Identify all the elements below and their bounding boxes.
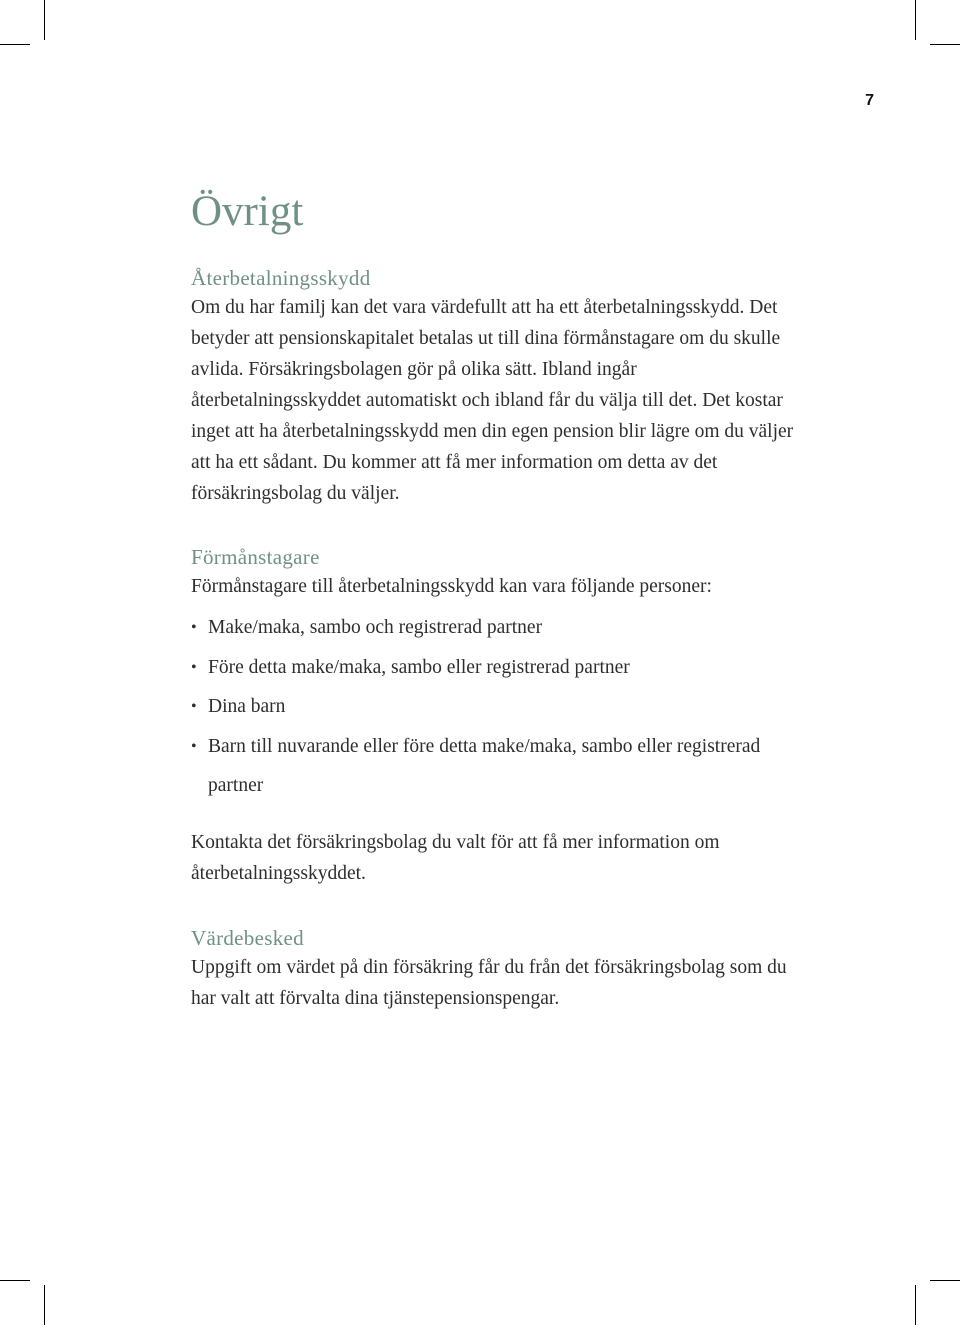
crop-mark-bottom-left	[44, 1285, 45, 1325]
section-heading-vardebesked: Värdebesked	[191, 925, 304, 950]
page-content	[191, 186, 801, 1014]
section-closing-formanstagare: Kontakta det försäkringsbolag du valt för att få mer information om återbetalningsskyddet.	[191, 831, 720, 884]
list-item: • Dina barn	[191, 687, 801, 727]
section-body-aterbetalningsskydd: Om du har familj kan det vara värdefullt att ha ett återbetalningsskydd. Det betyder att pensionskapitalet betalas ut till dina förmånstagare om du skulle avlida. Försäkringsbolagen gör på olika sätt. Ibland ingår återbetalningsskyddet automatiskt och ibland får du välja till det. Det kostar inget att ha återbetalningsskydd men din egen pension blir lägre om du väljer att ha ett sådant. Du kommer att få mer information om detta av det försäkringsbolag du väljer.	[191, 297, 794, 504]
list-item: • Före detta make/maka, sambo eller registrerad partner	[191, 648, 801, 688]
crop-mark-bottom-right-h	[930, 1280, 960, 1281]
page-number: 7	[865, 92, 874, 109]
section-intro-formanstagare: Förmånstagare till återbetalningsskydd kan vara följande personer:	[191, 576, 712, 597]
bullet-icon: •	[191, 658, 197, 676]
crop-mark-bottom-left-h	[0, 1280, 30, 1281]
crop-mark-bottom-right	[915, 1285, 916, 1325]
section-heading-formanstagare: Förmånstagare	[191, 545, 320, 569]
beneficiary-list	[191, 608, 801, 806]
list-item: • Barn till nuvarande eller före detta make/maka, sambo eller registrerad partner	[191, 727, 801, 806]
page-title: Övrigt	[191, 188, 304, 235]
section-body-vardebesked: Uppgift om värdet på din försäkring får du från det försäkringsbolag som du har valt att förvalta dina tjänstepensionspengar.	[191, 956, 787, 1009]
crop-mark-top-left	[44, 0, 45, 40]
list-item: • Make/maka, sambo och registrerad partner	[191, 608, 801, 648]
bullet-icon: •	[191, 737, 197, 755]
crop-mark-top-left-h	[0, 44, 30, 45]
bullet-icon: •	[191, 698, 197, 715]
bullet-icon: •	[191, 619, 197, 636]
section-heading-aterbetalningsskydd: Återbetalningsskydd	[191, 266, 371, 290]
crop-mark-top-right	[915, 0, 916, 40]
crop-mark-top-right-h	[930, 44, 960, 45]
